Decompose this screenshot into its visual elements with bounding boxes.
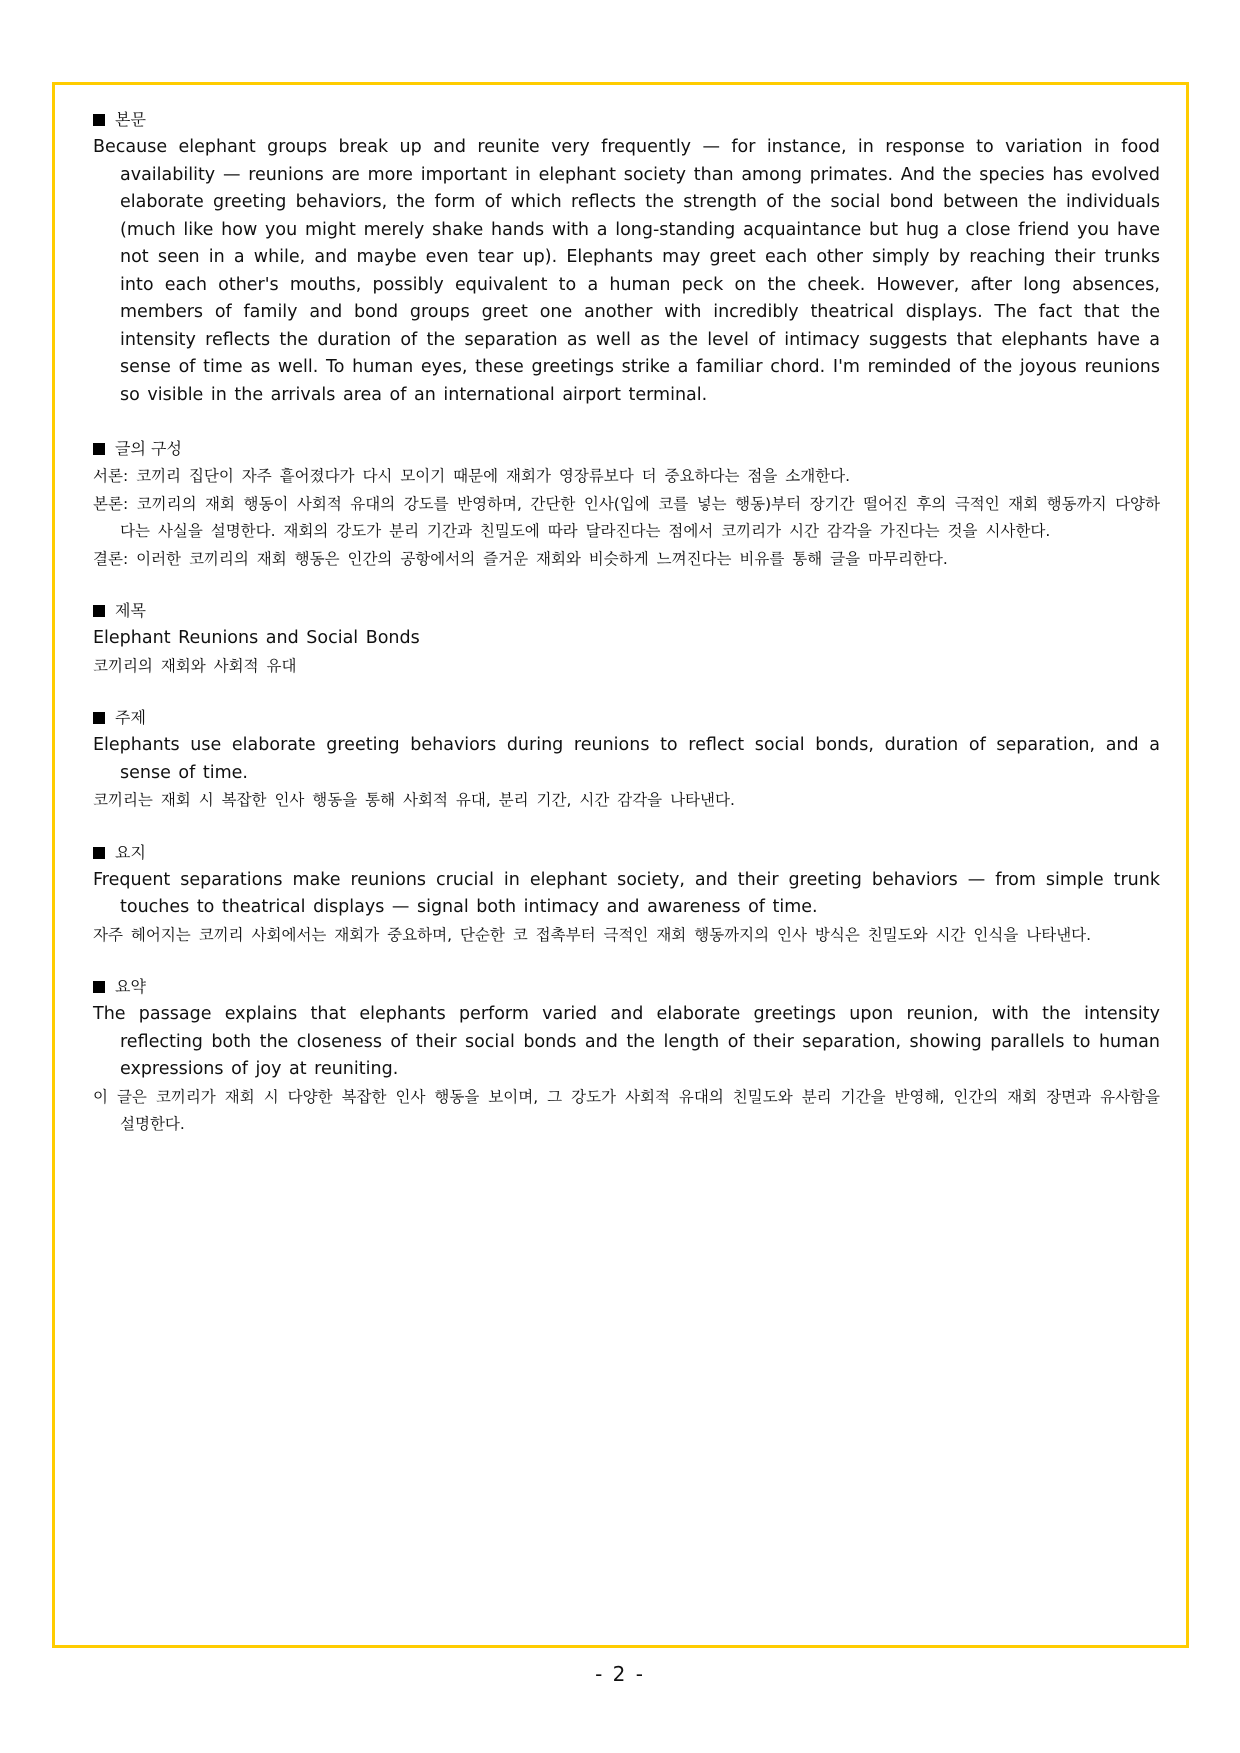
square-bullet-icon bbox=[93, 114, 105, 126]
square-bullet-icon bbox=[93, 981, 105, 993]
section-heading bbox=[93, 437, 1160, 461]
heading-label: 요지 bbox=[115, 842, 146, 862]
theme-english: Elephants use elaborate greeting behaviors during reunions to reflect social bonds, duration of separation, and a sense of time. bbox=[93, 735, 1160, 783]
section-heading bbox=[93, 599, 1160, 623]
summary-english: The passage explains that elephants perform varied and elaborate greetings upon reunion, with the intensity reflecting both the closeness of their social bonds and the length of their separation, showing parallels to human expressions of joy at reuniting. bbox=[93, 1004, 1160, 1079]
square-bullet-icon bbox=[93, 712, 105, 724]
square-bullet-icon bbox=[93, 605, 105, 617]
section-theme bbox=[93, 706, 1160, 815]
gist-english: Frequent separations make reunions crucial in elephant society, and their greeting behaviors — from simple trunk touches to theatrical displays — signal both intimacy and awareness of time. bbox=[93, 869, 1160, 917]
title-korean: 코끼리의 재회와 사회적 유대 bbox=[93, 656, 297, 675]
section-structure bbox=[93, 437, 1160, 573]
heading-label: 제목 bbox=[115, 601, 146, 620]
gist-korean: 자주 헤어지는 코끼리 사회에서는 재회가 중요하며, 단순한 코 접촉부터 극적인 재회 행동까지의 인사 방식은 친밀도와 시간 인식을 나타낸다. bbox=[93, 925, 1092, 944]
structure-intro: 서론: 코끼리 집단이 자주 흩어졌다가 다시 모이기 때문에 재회가 영장류보다 더 중요하다는 점을 소개한다. bbox=[93, 467, 851, 485]
page-number: - 2 - bbox=[595, 1662, 645, 1686]
title-english: Elephant Reunions and Social Bonds bbox=[93, 628, 420, 648]
heading-label: 본문 bbox=[115, 110, 146, 129]
theme-korean: 코끼리는 재회 시 복잡한 인사 행동을 통해 사회적 유대, 분리 기간, 시간 감각을 나타낸다. bbox=[93, 791, 735, 809]
passage-text: Because elephant groups break up and reunite very frequently — for instance, in response to variation in food availability — reunions are more important in elephant society than among primates. And the species has evolved elaborate greeting behaviors, the form of which reflects the strength of the social bond between the individuals (much like how you might merely shake hands with a long-standing acquaintance but hug a close friend you have not seen in a while, and maybe even tear up). Elephants may greet each other simply by reaching their trunks into each other's mouths, possibly equivalent to a human peck on the cheek. However, after long absences, members of family and bond groups greet one another with incredibly theatrical displays. The fact that the intensity reflects the duration of the separation as well as the level of intimacy suggests that elephants have a sense of time as well. To human eyes, these greetings strike a familiar chord. I'm reminded of the joyous reunions so visible in the arrivals area of an international airport terminal. bbox=[93, 137, 1160, 405]
section-body bbox=[93, 108, 1160, 409]
section-gist bbox=[93, 841, 1160, 950]
heading-label: 주제 bbox=[115, 708, 146, 727]
section-summary bbox=[93, 975, 1160, 1139]
section-title bbox=[93, 599, 1160, 680]
square-bullet-icon bbox=[93, 443, 105, 455]
summary-korean: 이 글은 코끼리가 재회 시 다양한 복잡한 인사 행동을 보이며, 그 강도가 사회적 유대의 친밀도와 분리 기간을 반영해, 인간의 재회 장면과 유사함을 설명한다. bbox=[93, 1087, 1160, 1133]
structure-body: 본론: 코끼리의 재회 행동이 사회적 유대의 강도를 반영하며, 간단한 인사(입에 코를 넣는 행동)부터 장기간 떨어진 후의 극적인 재회 행동까지 다양하다는 사실을 설명한다. 재회의 강도가 분리 기간과 친밀도에 따라 달라진다는 점에서 코끼리가 시간 감각을 가진다는 것을 시사한다. bbox=[93, 494, 1160, 540]
document-content bbox=[93, 108, 1160, 1165]
heading-label: 요약 bbox=[115, 977, 146, 996]
section-heading bbox=[93, 841, 1160, 865]
structure-conclusion: 결론: 이러한 코끼리의 재회 행동은 인간의 공항에서의 즐거운 재회와 비슷하게 느껴진다는 비유를 통해 글을 마무리한다. bbox=[93, 549, 948, 568]
heading-label: 글의 구성 bbox=[115, 439, 182, 458]
square-bullet-icon bbox=[93, 847, 105, 859]
section-heading bbox=[93, 706, 1160, 730]
section-heading bbox=[93, 975, 1160, 999]
section-heading bbox=[93, 108, 1160, 132]
